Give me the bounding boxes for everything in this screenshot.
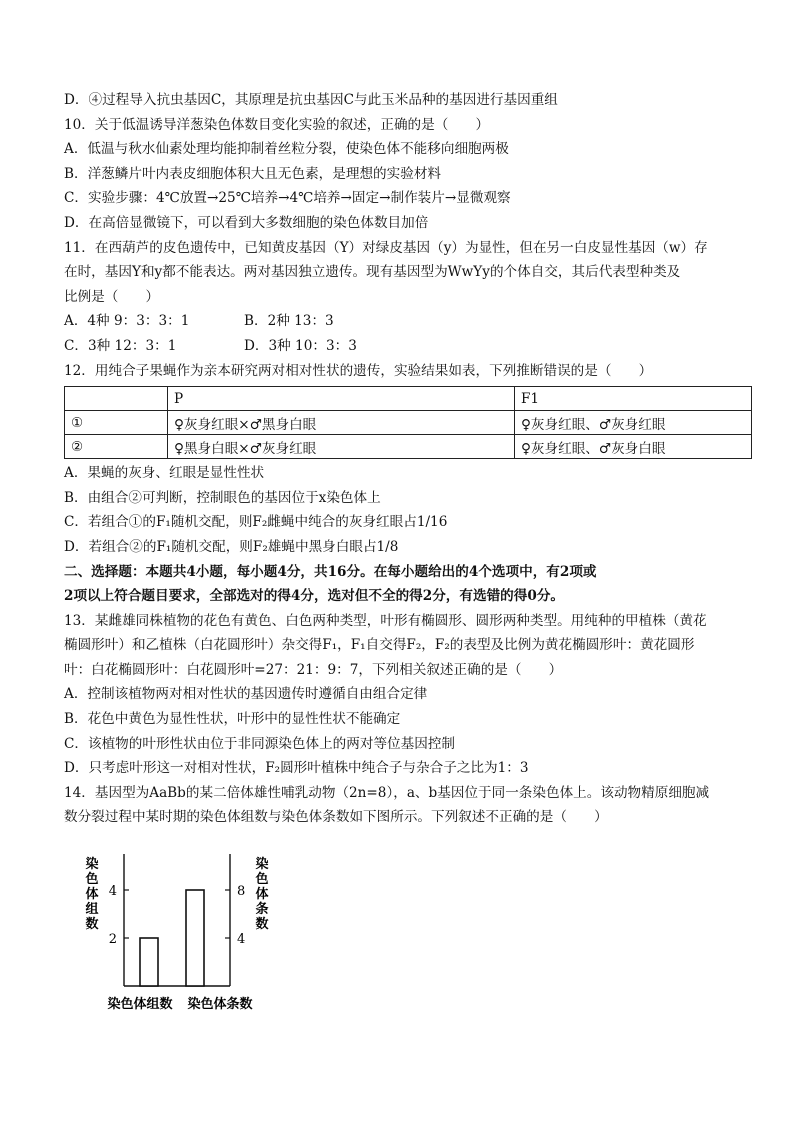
bar-0	[140, 938, 158, 986]
bar-group	[140, 890, 204, 986]
q13-stem-2: 椭圆形叶）和乙植株（白花圆形叶）杂交得F₁，F₁自交得F₂，F₂的表型及比例为黄花椭圆形叶：黄花圆形	[64, 637, 695, 654]
q12-table	[64, 386, 752, 459]
q10-option-c: C．实验步骤：4℃放置→25℃培养→4℃培养→固定→制作装片→显微观察	[64, 190, 511, 207]
table-cell: ②	[65, 435, 168, 459]
q10-stem: 10．关于低温诱导洋葱染色体数目变化实验的叙述，正确的是（ ）	[64, 116, 490, 133]
q12-option-d: D．若组合②的F₁随机交配，则F₂雄蝇中黑身白眼占1/8	[64, 538, 399, 555]
q11-stem-1: 11．在西葫芦的皮色遗传中，已知黄皮基因（Y）对绿皮基因（y）为显性，但在另一白皮显性基因（w）存	[64, 239, 708, 256]
right-axis-title	[255, 856, 268, 932]
exam-page	[64, 88, 744, 830]
q14-bar-chart	[82, 852, 272, 1022]
q11-option-a: A．4种 9：3：3：1	[64, 313, 190, 330]
table-cell: ①	[65, 411, 168, 435]
table-header-row	[65, 387, 752, 411]
q9-option-d: D．④过程导入抗虫基因C，其原理是抗虫基因C与此玉米品种的基因进行基因重组	[64, 92, 558, 108]
left-tick-label: 4	[108, 884, 117, 899]
q10-option-a: A．低温与秋水仙素处理均能抑制着丝粒分裂，使染色体不能移向细胞两极	[64, 141, 509, 158]
left-tick-label: 2	[108, 932, 117, 947]
table-cell: ♀灰身红眼、♂灰身红眼	[515, 411, 752, 435]
q10-option-d: D．在高倍显微镜下，可以看到大多数细胞的染色体数目加倍	[64, 214, 429, 231]
q13-stem-1: 13．某雌雄同株植物的花色有黄色、白色两种类型，叶形有椭圆形、圆形两种类型。用纯种的甲植株（黄花	[64, 612, 707, 629]
axis-title-char: 数	[255, 917, 269, 932]
chart-svg	[82, 852, 272, 1022]
q11-options-cd	[64, 334, 744, 359]
tick-group	[109, 884, 246, 947]
axis-title-char: 染	[255, 857, 269, 872]
table-row	[65, 411, 752, 435]
table-header-cell: P	[168, 387, 515, 411]
q13-option-a: A．控制该植物两对相对性状的基因遗传时遵循自由组合定律	[64, 686, 428, 703]
right-tick-label: 4	[237, 932, 246, 947]
bar-1	[186, 890, 204, 986]
axis-title-char: 数	[85, 917, 99, 932]
axis-title-char: 条	[255, 902, 269, 917]
table-header-cell: F1	[515, 387, 752, 411]
table-cell: ♀灰身红眼、♂灰身白眼	[515, 435, 752, 459]
q11-stem-3: 比例是（ ）	[64, 288, 160, 305]
q13-stem-3: 叶：白花椭圆形叶：白花圆形叶=27：21：9：7，下列相关叙述正确的是（ ）	[64, 661, 563, 678]
q11-options-ab	[64, 309, 744, 334]
axis-title-char: 色	[255, 872, 269, 887]
x-tick-label: 染色体组数	[107, 997, 173, 1012]
q12-option-a: A．果蝇的灰身、红眼是显性性状	[64, 465, 265, 482]
q11-option-c: C．3种 12：3：1	[64, 337, 177, 354]
q12-option-c: C．若组合①的F₁随机交配，则F₂雌蝇中纯合的灰身红眼占1/16	[64, 514, 448, 531]
q11-stem-2: 在时，基因Y和y都不能表达。两对基因独立遗传。现有基因型为WwYy的个体自交，其后代表型种类及	[64, 264, 681, 281]
axis-title-char: 体	[85, 887, 99, 902]
axis-title-char: 体	[255, 887, 269, 902]
section-2-heading-1: 二、选择题：本题共4小题，每小题4分，共16分。在每小题给出的4个选项中，有2项或	[64, 563, 597, 580]
section-2-heading-2: 2项以上符合题目要求，全部选对的得4分，选对但不全的得2分，有选错的得0分。	[64, 588, 565, 605]
table-cell: ♀黑身白眼×♂灰身红眼	[168, 435, 515, 459]
q11-option-b: B．2种 13：3	[244, 313, 334, 330]
x-tick-label: 染色体条数	[187, 997, 253, 1012]
q12-option-b: B．由组合②可判断，控制眼色的基因位于x染色体上	[64, 489, 381, 506]
q10-option-b: B．洋葱鳞片叶内表皮细胞体积大且无色素，是理想的实验材料	[64, 165, 442, 182]
q14-stem-1: 14．基因型为AaBb的某二倍体雄性哺乳动物（2n=8），a、b基因位于同一条染色体上。该动物精原细胞减	[64, 784, 710, 801]
table-header-cell	[65, 387, 168, 411]
q14-stem-2: 数分裂过程中某时期的染色体组数与染色体条数如下图所示。下列叙述不正确的是（ ）	[64, 809, 608, 826]
right-tick-label: 8	[237, 884, 246, 899]
q13-option-c: C．该植物的叶形性状由位于非同源染色体上的两对等位基因控制	[64, 735, 456, 752]
table-row	[65, 435, 752, 459]
table-cell: ♀灰身红眼×♂黑身白眼	[168, 411, 515, 435]
q13-option-d: D．只考虑叶形这一对相对性状，F₂圆形叶植株中纯合子与杂合子之比为1：3	[64, 760, 529, 777]
q13-option-b: B．花色中黄色为显性性状，叶形中的显性性状不能确定	[64, 711, 401, 728]
axis-title-char: 色	[85, 872, 99, 887]
axis-title-char: 组	[85, 902, 99, 917]
axis-title-char: 染	[85, 857, 99, 872]
q12-stem: 12．用纯合子果蝇作为亲本研究两对相对性状的遗传，实验结果如表，下列推断错误的是（ ）	[64, 362, 653, 379]
q11-option-d: D．3种 10：3：3	[244, 337, 357, 354]
left-axis-title	[85, 856, 98, 932]
